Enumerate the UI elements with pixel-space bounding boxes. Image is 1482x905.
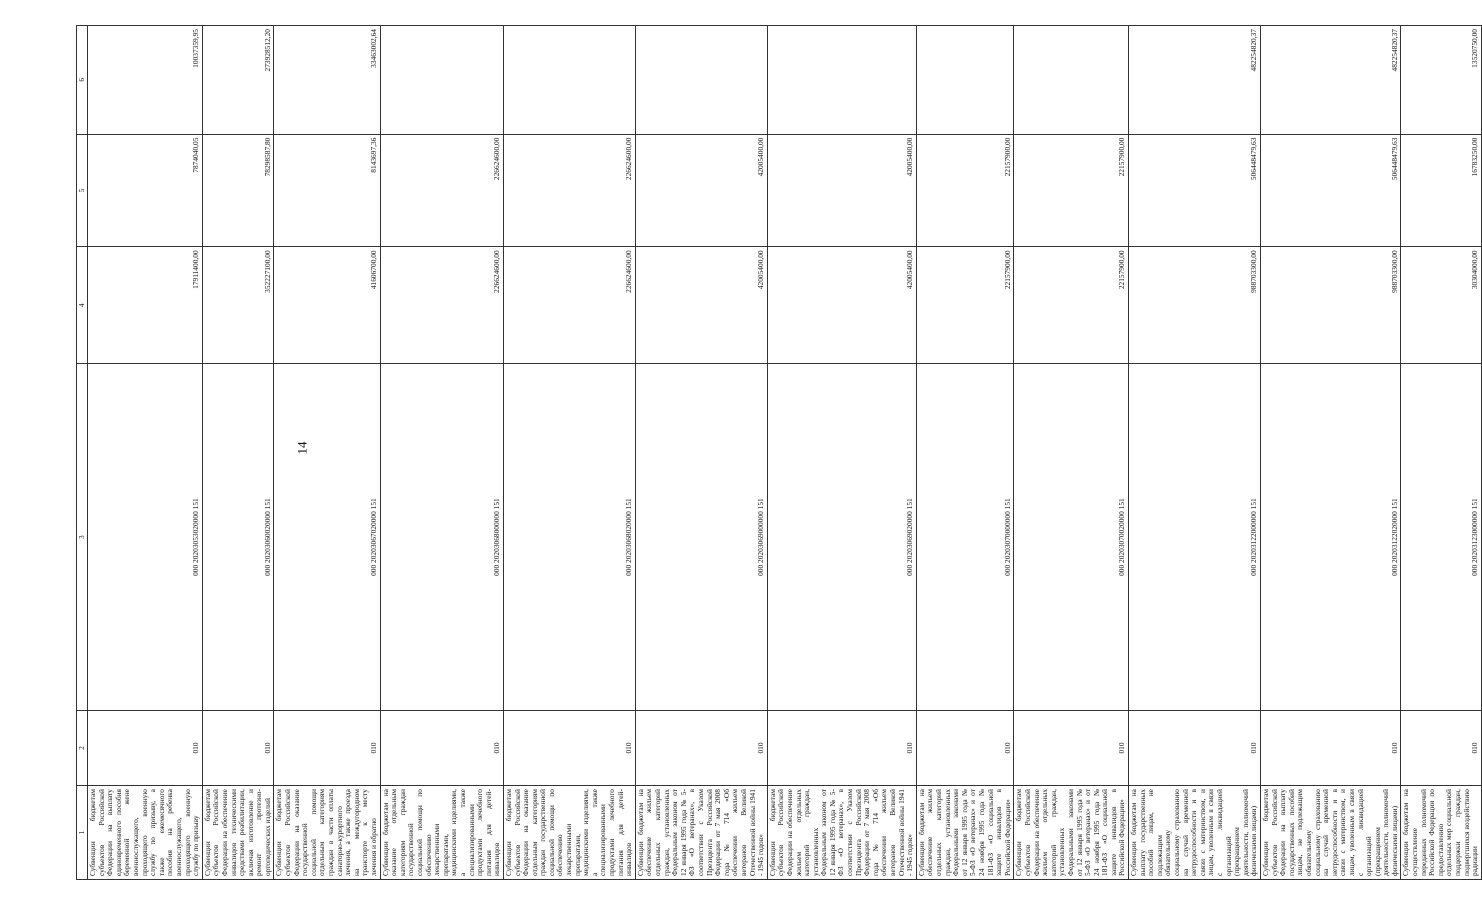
table-row bbox=[1401, 26, 1481, 880]
cell-name: Субвенции бюджетам субъектов Российской Федерации на обеспечение жильем отдельных категорий граждан, установленных Федеральными законами от 12 января 1995 года № 5-ФЗ «О ветеранах» и от 24 ноября 1995 года № 181-ФЗ «О социальной защите инвалидов в Российской Федерации» bbox=[1014, 786, 1129, 880]
cell-col5: 22157900,00 bbox=[1014, 134, 1129, 247]
cell-kbk: 000 20203069000000 151 bbox=[635, 364, 767, 711]
cell-col6: 13520750,00 bbox=[1401, 26, 1481, 135]
cell-col4: 22157900,00 bbox=[1014, 247, 1129, 364]
cell-code: 010 bbox=[916, 710, 1014, 785]
cell-col6 bbox=[503, 26, 635, 135]
cell-code: 010 bbox=[380, 710, 503, 785]
cell-col4: 988703300,00 bbox=[1129, 247, 1261, 364]
cell-kbk: 000 20203070000000 151 bbox=[916, 364, 1014, 711]
rotated-table-wrapper bbox=[76, 25, 1480, 880]
cell-col6 bbox=[1014, 26, 1129, 135]
cell-col6: 273928512,20 bbox=[202, 26, 274, 135]
cell-col6: 10037359,95 bbox=[88, 26, 203, 135]
cell-code: 010 bbox=[503, 710, 635, 785]
cell-name: Субвенции бюджетам на обеспечение жильем отдельных категорий граждан, установленных Федеральным законом от 12 января 1995 года № 5-ФЗ «О ветеранах», в соответствии с Указом Президента Российской Федерации от 7 мая 2008 года № 714 «Об обеспечении жильем ветеранов Великой Отечественной войны 1941 - 1945 годов» bbox=[635, 786, 767, 880]
cell-name: Субвенции бюджетам субъектов Российской Федерации на выплату государственных пособий лицам, не подлежащим обязательному социальному страхованию на случай временной нетрудоспособности и в связи с материнством, и лицам, уволенным в связи с ликвидацией организаций (прекращением деятельности, полномочий физическими лицами) bbox=[1260, 786, 1401, 880]
cell-col4: 226624600,00 bbox=[380, 247, 503, 364]
cell-col4: 30304000,00 bbox=[1401, 247, 1481, 364]
cell-kbk: 000 20203067020000 151 bbox=[274, 364, 380, 711]
cell-kbk: 000 20203123000000 151 bbox=[1401, 364, 1481, 711]
header-cell: 2 bbox=[77, 710, 88, 785]
cell-name: Субвенции бюджетам на осуществление переданных полномочий Российской Федерации по предоставлению отдельных мер социальной поддержки граждан, подвергшихся воздействию радиации bbox=[1401, 786, 1481, 880]
cell-code: 010 bbox=[202, 710, 274, 785]
cell-code: 010 bbox=[1260, 710, 1401, 785]
cell-name: Субвенции бюджетам субъектов Российской Федерации на обеспечение жильем отдельных категорий граждан, установленных Федеральным законом от 12 января 1995 года № 5-ФЗ «О ветеранах», в соответствии с Указом Президента Российской Федерации от 7 мая 2008 года № 714 «Об обеспечении жильем ветеранов Великой Отечественной войны 1941 - 1945 годов» bbox=[767, 786, 916, 880]
cell-code: 010 bbox=[1014, 710, 1129, 785]
table-row bbox=[503, 26, 635, 880]
cell-col6 bbox=[767, 26, 916, 135]
cell-col5: 506448479,63 bbox=[1260, 134, 1401, 247]
cell-col4: 22157900,00 bbox=[916, 247, 1014, 364]
table-row bbox=[1260, 26, 1401, 880]
cell-col4: 42005400,00 bbox=[635, 247, 767, 364]
cell-col5: 22157900,00 bbox=[916, 134, 1014, 247]
cell-col5: 506448479,63 bbox=[1129, 134, 1261, 247]
cell-code: 010 bbox=[1129, 710, 1261, 785]
cell-name: Субвенции бюджетам субъектов Российской Федерации на выплату единовременного пособия беременной жене военнослужащего, проходящего военную службу по призыву, а также ежемесячного пособия на ребенка военнослужащего, проходящего военную службу по призыву bbox=[88, 786, 203, 880]
cell-col5: 8143697,36 bbox=[274, 134, 380, 247]
cell-col6: 33463002,64 bbox=[274, 26, 380, 135]
table-row bbox=[274, 26, 380, 880]
cell-name: Субвенции бюджетам на обеспечение жильем отдельных категорий граждан, установленных Федеральными законами от 12 января 1995 года № 5-ФЗ «О ветеранах» и от 24 ноября 1995 года № 181-ФЗ «О социальной защите инвалидов в Российской Федерации» bbox=[916, 786, 1014, 880]
cell-col4: 41606700,00 bbox=[274, 247, 380, 364]
table-row bbox=[202, 26, 274, 880]
header-cell: 5 bbox=[77, 134, 88, 247]
table-row bbox=[635, 26, 767, 880]
cell-col5: 16783250,00 bbox=[1401, 134, 1481, 247]
cell-col4: 226624600,00 bbox=[503, 247, 635, 364]
cell-code: 010 bbox=[767, 710, 916, 785]
cell-kbk: 000 20203068000000 151 bbox=[380, 364, 503, 711]
table-row bbox=[1129, 26, 1261, 880]
cell-col4: 42005400,00 bbox=[767, 247, 916, 364]
cell-col4: 17911400,00 bbox=[88, 247, 203, 364]
table-row bbox=[916, 26, 1014, 880]
header-row bbox=[77, 26, 88, 880]
cell-col6: 482254820,37 bbox=[1260, 26, 1401, 135]
cell-kbk: 000 20203053020000 151 bbox=[88, 364, 203, 711]
cell-kbk: 000 20203122000000 151 bbox=[1129, 364, 1261, 711]
header-cell: 6 bbox=[77, 26, 88, 135]
cell-code: 010 bbox=[88, 710, 203, 785]
cell-name: Субвенции бюджетам на оказание отдельным категориям граждан государственной социальной помощи по обеспечению лекарственными препаратами, медицинскими изделиями, а также специализированными продуктами лечебного питания для детей-инвалидов bbox=[380, 786, 503, 880]
cell-kbk: 000 20203060020000 151 bbox=[202, 364, 274, 711]
header-cell: 3 bbox=[77, 364, 88, 711]
cell-col5: 226624600,00 bbox=[503, 134, 635, 247]
cell-code: 010 bbox=[274, 710, 380, 785]
budget-table bbox=[76, 25, 1482, 880]
page-number: 14 bbox=[294, 441, 310, 455]
cell-col5: 42005400,00 bbox=[635, 134, 767, 247]
cell-name: Субвенции бюджетам субъектов Российской Федерации на оказание отдельным категориям граждан государственной социальной помощи по обеспечению лекарственными препаратами, медицинскими изделиями, а также специализированными продуктами лечебного питания для детей-инвалидов bbox=[503, 786, 635, 880]
cell-col5: 7874040,05 bbox=[88, 134, 203, 247]
header-cell: 4 bbox=[77, 247, 88, 364]
table-row bbox=[380, 26, 503, 880]
cell-name: Субвенции бюджетам субъектов Российской Федерации на обеспечение инвалидов техническими средствами реабилитации, включая изготовление и ремонт протезно-ортопедических изделий bbox=[202, 786, 274, 880]
table-row bbox=[88, 26, 203, 880]
table-row bbox=[767, 26, 916, 880]
cell-code: 010 bbox=[635, 710, 767, 785]
cell-col6 bbox=[916, 26, 1014, 135]
cell-name: Субвенции бюджетам на выплату государственных пособий лицам, не подлежащим обязательному социальному страхованию на случай временной нетрудоспособности и в связи с материнством, и лицам, уволенным в связи с ликвидацией организаций (прекращением деятельности, полномочий физическими лицами) bbox=[1129, 786, 1261, 880]
cell-kbk: 000 20203069020000 151 bbox=[767, 364, 916, 711]
cell-code: 010 bbox=[1401, 710, 1481, 785]
cell-col5: 78298587,80 bbox=[202, 134, 274, 247]
cell-kbk: 000 20203070020000 151 bbox=[1014, 364, 1129, 711]
cell-kbk: 000 20203122020000 151 bbox=[1260, 364, 1401, 711]
cell-name: Субвенции бюджетам субъектов Российской Федерации на оказание государственной социальной помощи отдельным категориям граждан в части оплаты санаторно-курортного лечения, а также проезда на междугородном транспорте к месту лечения и обратно bbox=[274, 786, 380, 880]
cell-col5: 42005400,00 bbox=[767, 134, 916, 247]
budget-table-body bbox=[77, 26, 1482, 880]
header-cell: 1 bbox=[77, 786, 88, 880]
table-row bbox=[1014, 26, 1129, 880]
cell-col5: 226624600,00 bbox=[380, 134, 503, 247]
cell-col6: 482254820,37 bbox=[1129, 26, 1261, 135]
cell-kbk: 000 20203068020000 151 bbox=[503, 364, 635, 711]
cell-col4: 988703300,00 bbox=[1260, 247, 1401, 364]
cell-col4: 352227100,00 bbox=[202, 247, 274, 364]
cell-col6 bbox=[380, 26, 503, 135]
cell-col6 bbox=[635, 26, 767, 135]
